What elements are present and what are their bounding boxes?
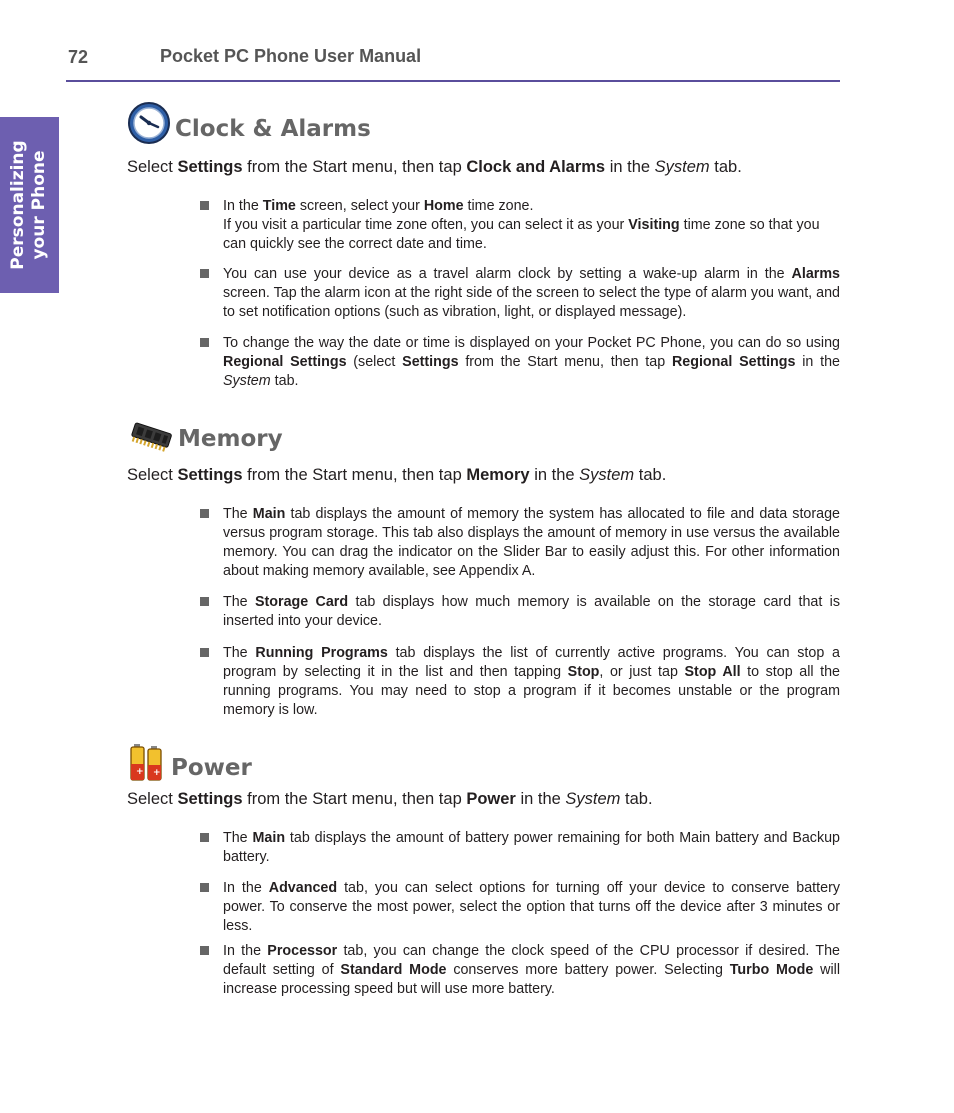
page-number: 72 [68, 47, 89, 67]
memory-intro: Select Settings from the Start menu, then tap Memory in the System tab. [127, 466, 667, 484]
svg-text:+: + [153, 768, 161, 778]
section-title-clock: Clock & Alarms [175, 116, 371, 142]
section-title-power: Power [171, 755, 252, 781]
list-item: In the Processor tab, you can change the clock speed of the CPU processor if desired. The default setting of Standard Mode conserves more battery power. Selecting Turbo Mode will increase processing speed but will use more battery. [200, 942, 840, 999]
bullet-square-icon [200, 269, 209, 278]
list-item: The Storage Card tab displays how much memory is available on the storage card that is inserted into your device. [200, 593, 840, 631]
list-item: The Main tab displays the amount of memory the system has allocated to file and data storage versus program storage. This tab also displays the amount of memory in use versus the available memory. You can drag the indicator on the Slider Bar to easily adjust this. For other information about making memory available, see Appendix A. [200, 505, 840, 581]
chapter-side-tab [0, 117, 59, 293]
svg-text:+: + [136, 767, 144, 777]
manual-title: Pocket PC Phone User Manual [160, 46, 422, 66]
clock-icon [127, 101, 171, 150]
bullet-square-icon [200, 201, 209, 210]
clock-intro: Select Settings from the Start menu, then tap Clock and Alarms in the System tab. [127, 158, 742, 176]
list-item: In the Time screen, select your Home time zone. If you visit a particular time zone often, you can select it as your Visiting time zone so that you can quickly see the correct date and time. [200, 197, 840, 254]
bullet-square-icon [200, 946, 209, 955]
bullet-square-icon [200, 509, 209, 518]
battery-icon [130, 744, 164, 787]
list-item: The Running Programs tab displays the list of currently active programs. You can stop a program by selecting it in the list and then tapping Stop, or just tap Stop All to stop all the running programs. You may need to stop a program if it becomes unstable or the program memory is low. [200, 644, 840, 720]
chapter-side-tab-label: Personalizing your Phone [8, 140, 49, 270]
section-title-memory: Memory [178, 426, 283, 452]
page-header [66, 44, 840, 82]
list-item: You can use your device as a travel alarm clock by setting a wake-up alarm in the Alarms screen. Tap the alarm icon at the right side of the screen to select the type of alarm you want, and to set notification options (such as vibration, light, or displayed message). [200, 265, 840, 322]
list-item: The Main tab displays the amount of battery power remaining for both Main battery and Backup battery. [200, 829, 840, 867]
list-item: In the Advanced tab, you can select options for turning off your device to conserve battery power. To conserve the most power, select the option that turns off the device after 3 minutes or less. [200, 879, 840, 936]
bullet-square-icon [200, 597, 209, 606]
bullet-square-icon [200, 648, 209, 657]
memory-chip-icon [128, 418, 174, 461]
power-intro: Select Settings from the Start menu, then tap Power in the System tab. [127, 790, 653, 808]
list-item: To change the way the date or time is displayed on your Pocket PC Phone, you can do so using Regional Settings (select Settings from the Start menu, then tap Regional Settings in the System tab. [200, 334, 840, 391]
bullet-square-icon [200, 833, 209, 842]
bullet-square-icon [200, 883, 209, 892]
bullet-square-icon [200, 338, 209, 347]
